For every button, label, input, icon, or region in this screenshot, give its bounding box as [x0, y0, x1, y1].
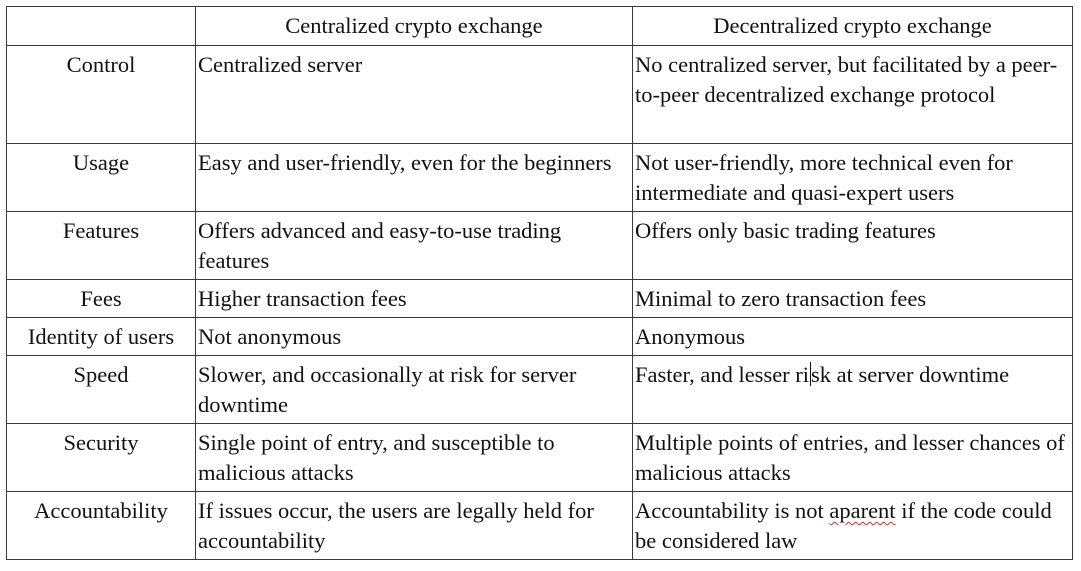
decentralized-cell[interactable]	[633, 356, 1073, 424]
comparison-table-container	[6, 6, 1072, 560]
header-decentralized: Decentralized crypto exchange	[633, 7, 1073, 46]
row-label: Identity of users	[7, 318, 196, 356]
row-label: Accountability	[7, 492, 196, 560]
decentralized-cell: Minimal to zero transaction fees	[633, 280, 1073, 318]
cell-text-part: sk at server downtime	[811, 362, 1010, 387]
decentralized-cell: Multiple points of entries, and lesser chances of malicious attacks	[633, 424, 1073, 492]
decentralized-cell: Offers only basic trading features	[633, 212, 1073, 280]
table-row-usage	[7, 144, 1073, 212]
header-row	[7, 7, 1073, 46]
misspelled-word[interactable]: aparent	[829, 498, 896, 523]
row-label: Speed	[7, 356, 196, 424]
centralized-cell: Higher transaction fees	[196, 280, 633, 318]
row-label: Usage	[7, 144, 196, 212]
row-label: Security	[7, 424, 196, 492]
table-row-features	[7, 212, 1073, 280]
centralized-cell: Not anonymous	[196, 318, 633, 356]
cell-text-part: Accountability is not	[635, 498, 830, 523]
header-empty-cell	[7, 7, 196, 46]
decentralized-cell	[633, 492, 1073, 560]
table-row-speed	[7, 356, 1073, 424]
centralized-cell: Offers advanced and easy-to-use trading features	[196, 212, 633, 280]
centralized-cell: Easy and user-friendly, even for the beginners	[196, 144, 633, 212]
centralized-cell: Centralized server	[196, 46, 633, 144]
table-row-control	[7, 46, 1073, 144]
centralized-cell: Slower, and occasionally at risk for server downtime	[196, 356, 633, 424]
comparison-table	[6, 6, 1073, 560]
cell-text-part: if the code could be considered law	[635, 498, 1052, 553]
table-row-security	[7, 424, 1073, 492]
centralized-cell: If issues occur, the users are legally held for accountability	[196, 492, 633, 560]
header-centralized: Centralized crypto exchange	[196, 7, 633, 46]
table-row-accountability	[7, 492, 1073, 560]
cell-text-part: Faster, and lesser ri	[635, 362, 810, 387]
row-label: Features	[7, 212, 196, 280]
decentralized-cell: Anonymous	[633, 318, 1073, 356]
table-row-identity-of-users	[7, 318, 1073, 356]
row-label: Fees	[7, 280, 196, 318]
decentralized-cell: Not user-friendly, more technical even for intermediate and quasi-expert users	[633, 144, 1073, 212]
table-row-fees	[7, 280, 1073, 318]
decentralized-cell: No centralized server, but facilitated by a peer-to-peer decentralized exchange protocol	[633, 46, 1073, 144]
centralized-cell: Single point of entry, and susceptible to malicious attacks	[196, 424, 633, 492]
row-label: Control	[7, 46, 196, 144]
